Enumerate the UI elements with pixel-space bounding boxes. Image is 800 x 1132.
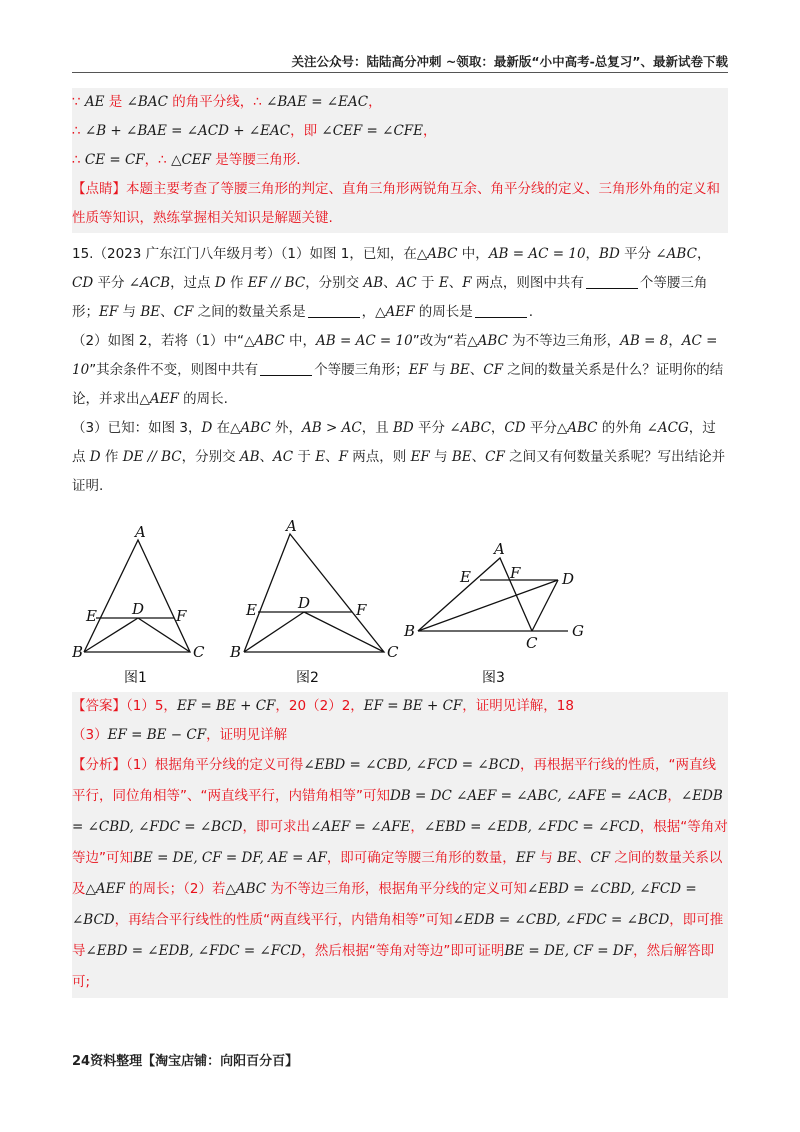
math: BD <box>599 246 620 262</box>
text: （2）如图 2，若将（1）中“ <box>72 333 245 349</box>
text: 的角平分线，∴ <box>167 94 267 110</box>
text: ，∴ <box>144 152 172 168</box>
math: D <box>201 420 213 436</box>
math: AB = 8 <box>620 333 669 349</box>
question-part-2 <box>72 327 728 414</box>
text: 平分 <box>93 275 129 291</box>
text: 之间又有何数量关系呢？写出结论并证明. <box>72 449 726 494</box>
text: 在 <box>212 420 231 436</box>
fig1-label-f: F <box>176 607 187 625</box>
answer-blank <box>586 273 638 289</box>
math: EF <box>515 850 536 866</box>
fig1-label-b: B <box>72 643 84 661</box>
header-divider <box>72 72 728 73</box>
math: BE <box>451 449 472 465</box>
math: △ABC <box>556 420 598 436</box>
answer-line-2 <box>72 721 728 750</box>
math: F <box>338 449 348 465</box>
fig2-label-c: C <box>387 643 399 661</box>
text: ，过点 <box>170 275 215 291</box>
math: ∠EBD = ∠EDB, ∠FDC = ∠FCD <box>85 943 302 959</box>
math: ∠BAC <box>126 94 168 110</box>
text: 、 <box>259 449 274 465</box>
text: ，即可确定等腰三角形的数量， <box>326 850 516 866</box>
text: 个等腰三角形； <box>72 275 708 320</box>
answer-blank <box>308 302 360 318</box>
math: ∠BAE = ∠EAC <box>266 94 369 110</box>
text: ，即可推导 <box>72 912 724 959</box>
figures-svg <box>72 520 728 692</box>
text: ，然后根据“等角对等边”即可证明 <box>301 943 505 959</box>
text: 、 <box>469 362 484 378</box>
answer-blank <box>260 360 312 376</box>
question-source: （2023 广东江门八年级月考） <box>93 246 281 262</box>
text: ”改为“若 <box>412 333 468 349</box>
fig3-label-f: F <box>510 564 521 582</box>
text: . <box>528 304 534 320</box>
text: 、 <box>383 275 397 291</box>
math: CF <box>483 362 503 378</box>
text: 外， <box>270 420 303 436</box>
text: ，证明见详解，18 <box>462 698 574 714</box>
text: ， <box>423 123 437 139</box>
text: （1）5， <box>126 698 177 714</box>
text: 与 <box>535 850 558 866</box>
math: ∠ABC <box>655 246 697 262</box>
figure-2 <box>244 534 384 652</box>
fig3-caption: 图3 <box>482 670 505 686</box>
comment <box>72 175 728 233</box>
text: 两点，则 <box>347 449 411 465</box>
text: 两点，则图中共有 <box>471 275 584 291</box>
math: AE <box>84 94 105 110</box>
question-part-3 <box>72 414 728 501</box>
text: 是 <box>104 94 127 110</box>
answer-line-1 <box>72 692 728 721</box>
math: ∠ACB <box>128 275 171 291</box>
math: ∠ABC <box>449 420 491 436</box>
fig3-label-c: C <box>526 634 538 652</box>
comment-text: 本题主要考查了等腰三角形的判定、直角三角形两锐角互余、角平分线的定义、三角形外角的定义和性质等知识，熟练掌握相关知识是解题关键. <box>72 181 720 226</box>
math: DE // BC <box>122 449 182 465</box>
page-number: 24 <box>72 1054 91 1069</box>
math: ∠EBD = ∠EDB, ∠FDC = ∠FCD <box>423 819 640 835</box>
text: ，证明见详解 <box>206 727 288 743</box>
text: 与 <box>427 362 451 378</box>
text: ∴ <box>72 152 85 168</box>
math: EF <box>99 304 119 320</box>
fig3-label-a: A <box>494 540 505 558</box>
text: 平分 <box>619 246 656 262</box>
text: ，根据“等角对等边”可知 <box>72 819 728 866</box>
math: F <box>462 275 472 291</box>
comment-tag: 【点睛】 <box>72 181 126 197</box>
text: 之间的数量关系是什么？证明你的结论，并求出 <box>72 362 724 407</box>
math: ∠EBD = ∠CBD, ∠FCD = ∠BCD <box>72 881 697 928</box>
text: 与 <box>429 449 452 465</box>
math: △CEF <box>171 152 211 168</box>
math: BE <box>557 850 577 866</box>
math: AB = AC = 10 <box>316 333 413 349</box>
question-15 <box>72 240 728 501</box>
math: △AEF <box>375 304 415 320</box>
text: ，过点 <box>72 420 716 465</box>
text: 、 <box>325 449 339 465</box>
math: AB = AC = 10 <box>488 246 586 262</box>
text: ， <box>490 420 505 436</box>
math: ∠ACG <box>646 420 689 436</box>
figure-1 <box>84 540 190 652</box>
text: 之间的数量关系是 <box>193 304 306 320</box>
math: ∠CEF = ∠CFE <box>321 123 424 139</box>
question-number: 15. <box>72 246 94 262</box>
math: CD <box>72 275 94 291</box>
prev-solution-line-2 <box>72 117 728 146</box>
math: ∠EDB = ∠CBD, ∠FDC = ∠BCD <box>72 788 723 835</box>
text: ∵ <box>72 94 85 110</box>
text: ，分别交 <box>181 449 240 465</box>
analysis-tag: 【分析】 <box>72 757 126 773</box>
text: ，分别交 <box>305 275 364 291</box>
math: CE = CF <box>84 152 145 168</box>
fig2-label-e: E <box>246 601 257 619</box>
text: ， <box>368 94 382 110</box>
math: ∠EDB = ∠CBD, ∠FDC = ∠BCD <box>452 912 670 928</box>
fig3-label-b: B <box>404 622 416 640</box>
text: ，再根据平行线的性质，“两直线平行，同位角相等”、“两直线平行，内错角相等”可知 <box>72 757 716 804</box>
text: ， <box>585 246 600 262</box>
text: 的周长是 <box>414 304 473 320</box>
text: ，然后解答即可; <box>72 943 715 990</box>
text: 的外角 <box>597 420 647 436</box>
text: 是等腰三角形. <box>211 152 301 168</box>
text: 于 <box>293 449 316 465</box>
math: EF <box>410 449 430 465</box>
fig2-label-d: D <box>298 594 311 612</box>
analysis-body <box>72 750 728 998</box>
math: AB <box>363 275 384 291</box>
math: D <box>214 275 226 291</box>
fig1-label-d: D <box>132 600 145 618</box>
math: CD <box>504 420 526 436</box>
math: E <box>438 275 449 291</box>
text: （1）根据角平分线的定义可得 <box>126 757 304 773</box>
math: CF <box>590 850 611 866</box>
math: EF = BE − CF <box>107 727 207 743</box>
math: BE <box>450 362 470 378</box>
fig2-label-a: A <box>286 520 297 535</box>
math: △ABC <box>467 333 508 349</box>
text: 、 <box>160 304 174 320</box>
math: EF = BE + CF <box>363 698 463 714</box>
text: 个等腰三角形； <box>314 362 409 378</box>
math: △ABC <box>416 246 458 262</box>
fig3-label-g: G <box>572 622 584 640</box>
fig1-caption: 图1 <box>124 670 147 686</box>
math: ∠AEF = ∠AFE <box>309 819 411 835</box>
math: BD <box>393 420 414 436</box>
text: ， <box>410 819 424 835</box>
fig1-label-e: E <box>86 607 97 625</box>
answer-blank <box>475 302 527 318</box>
page-header: 关注公众号：陆陆高分冲刺 ~领取：最新版“小中高考-总复习”、最新试卷下载 <box>291 54 728 69</box>
text: ∴ <box>72 123 85 139</box>
text: （1）如图 1，已知，在 <box>280 246 417 262</box>
fig2-caption: 图2 <box>296 670 319 686</box>
math: EF // BC <box>247 275 306 291</box>
math: BE = DE, CF = DF, AE = AF <box>133 850 327 866</box>
text: 为不等边三角形， <box>507 333 621 349</box>
text: ”其余条件不变，则图中共有 <box>89 362 259 378</box>
answer-analysis <box>72 692 728 998</box>
footer-text: 资料整理【淘宝店铺：向阳百分百】 <box>90 1054 299 1069</box>
text: 之间的数量关系以及 <box>72 850 723 897</box>
text: 作 <box>225 275 248 291</box>
math: △ABC <box>244 333 285 349</box>
page-footer <box>72 1050 298 1069</box>
question-part-1 <box>72 240 728 327</box>
math: EF <box>408 362 428 378</box>
math: △AEF <box>139 391 179 407</box>
text: 中， <box>284 333 316 349</box>
text: 、 <box>448 275 463 291</box>
math: E <box>315 449 326 465</box>
text: 与 <box>118 304 141 320</box>
text: 、 <box>576 850 591 866</box>
text: 平分 <box>525 420 557 436</box>
text: ， <box>667 788 681 804</box>
math: AC = 10 <box>72 333 718 378</box>
fig2-triangle-abc <box>244 534 384 652</box>
math: EF = BE + CF <box>176 698 276 714</box>
math: DB = DC ∠AEF = ∠ABC, ∠AFE = ∠ACB <box>389 788 668 804</box>
text: 作 <box>100 449 123 465</box>
prev-solution-line-1 <box>72 88 728 117</box>
text: 于 <box>416 275 439 291</box>
math: AC <box>396 275 417 291</box>
math: ∠B + ∠BAE = ∠ACD + ∠EAC <box>84 123 291 139</box>
text: ， <box>668 333 682 349</box>
fig1-label-c: C <box>193 643 205 661</box>
math: △ABC <box>230 420 271 436</box>
fig3-line-bd <box>418 580 558 631</box>
text: 、 <box>471 449 486 465</box>
fig3-label-e: E <box>460 568 471 586</box>
text: 的周长. <box>178 391 228 407</box>
math: CF <box>485 449 505 465</box>
math: D <box>89 449 101 465</box>
text: ，即可求出 <box>242 819 310 835</box>
fig1-triangle-abc <box>84 540 190 652</box>
text: 中， <box>457 246 489 262</box>
answer-tag: 【答案】 <box>72 698 126 714</box>
math: BE = DE, CF = DF <box>504 943 634 959</box>
fig2-line-cd <box>304 612 384 652</box>
text: 平分 <box>413 420 450 436</box>
math: ∠EBD = ∠CBD, ∠FCD = ∠BCD <box>303 757 520 773</box>
math: △ABC <box>225 881 267 897</box>
text: ，20（2）2， <box>275 698 364 714</box>
math: AC <box>273 449 294 465</box>
math: BE <box>140 304 161 320</box>
text: （3） <box>72 727 108 743</box>
fig3-label-d: D <box>562 570 575 588</box>
prev-solution <box>72 88 728 233</box>
fig2-label-f: F <box>356 601 367 619</box>
math: AB <box>239 449 260 465</box>
fig2-label-b: B <box>230 643 242 661</box>
math: △AEF <box>85 881 125 897</box>
text: （3）已知：如图 3， <box>72 420 202 436</box>
text: ，即 <box>290 123 322 139</box>
prev-solution-line-3 <box>72 146 728 175</box>
figure-3 <box>418 558 568 631</box>
text: ， <box>361 304 376 320</box>
text: ，且 <box>361 420 393 436</box>
math: CF <box>173 304 194 320</box>
text: 为不等边三角形，根据角平分线的定义可知 <box>266 881 527 897</box>
figures <box>72 520 728 692</box>
text: ， <box>696 246 711 262</box>
math: AB > AC <box>302 420 362 436</box>
text: ，再结合平行线性的性质“两直线平行，内错角相等”可知 <box>114 912 453 928</box>
text: 的周长；（2）若 <box>124 881 226 897</box>
fig1-label-a: A <box>135 523 146 541</box>
